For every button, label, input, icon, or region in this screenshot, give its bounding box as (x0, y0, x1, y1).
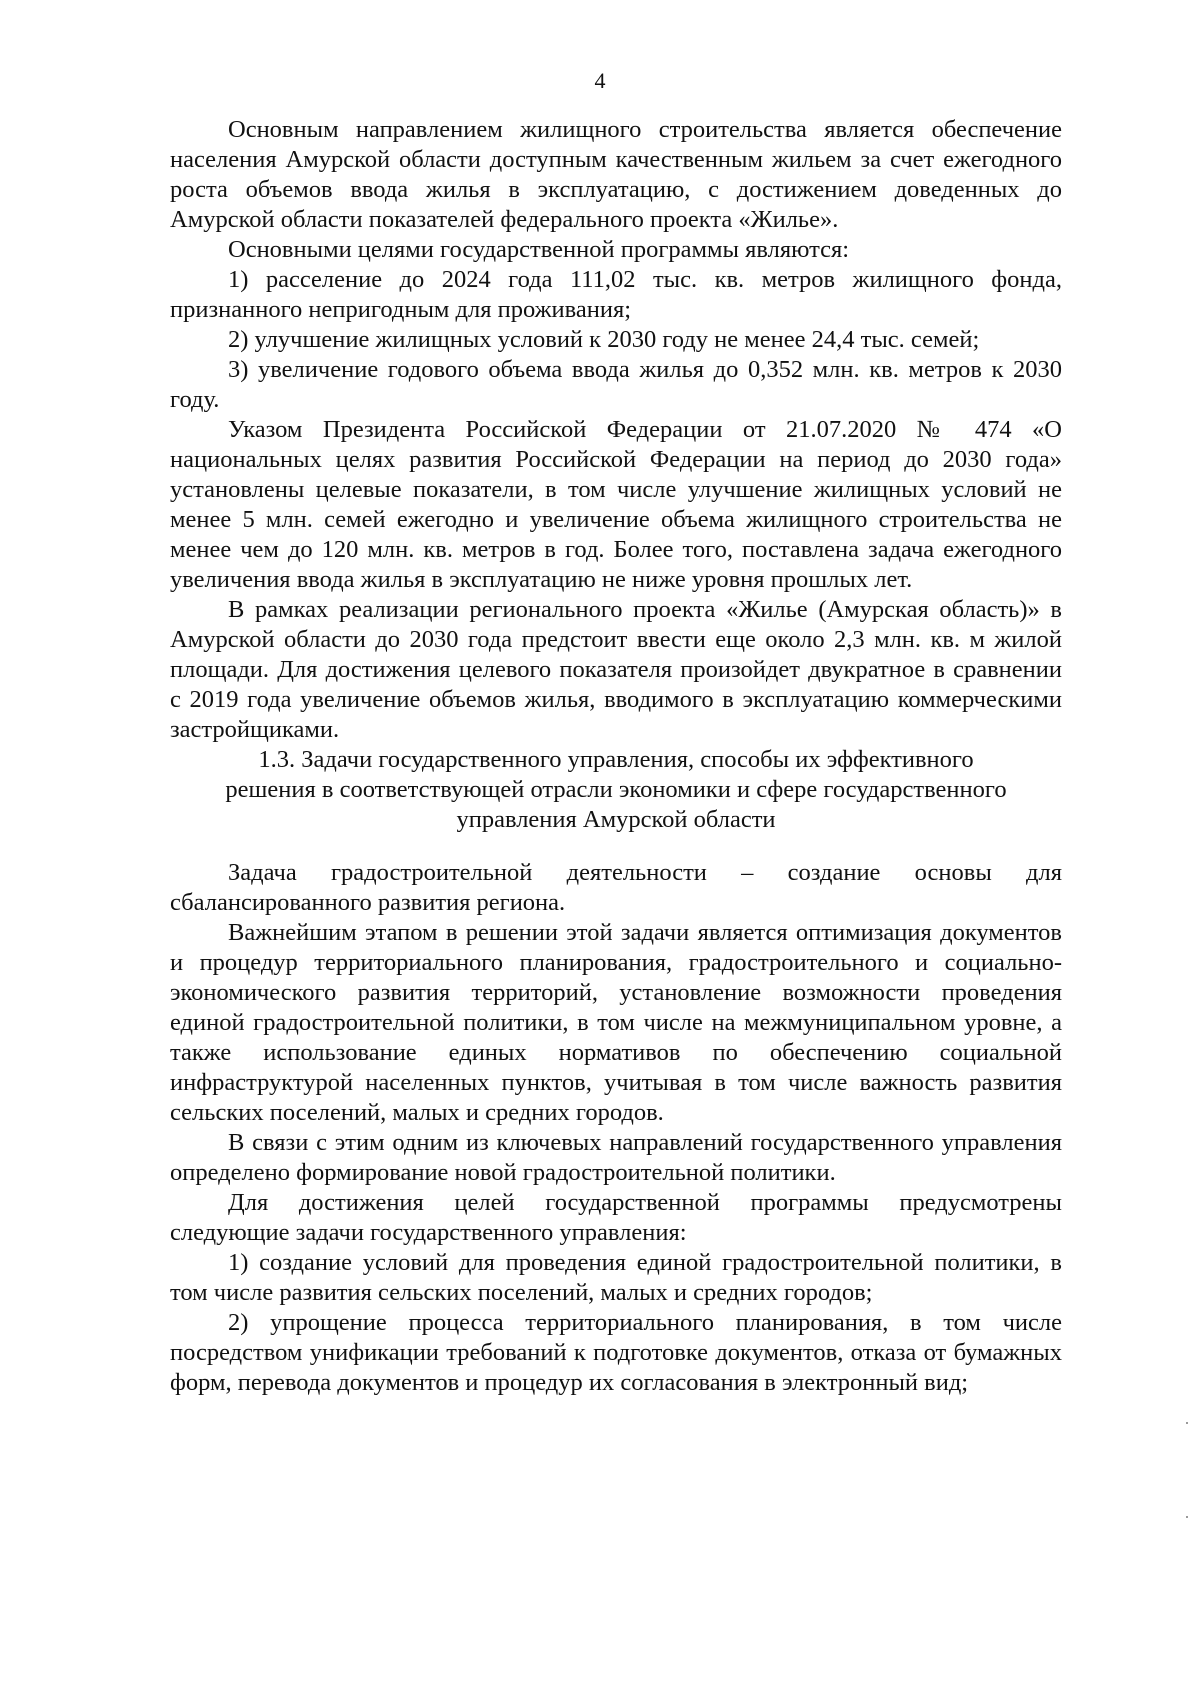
intro-text (170, 115, 1062, 745)
paragraph: Указом Президента Российской Федерации от 21.07.2020 № 474 «О национальных целях развития Российской Федерации на период до 2030 года» установлены целевые показатели, в том числе улучшение жилищных условий не менее 5 млн. семей ежегодно и увеличение объема жилищного строительства не менее чем до 120 млн. кв. метров в год. Более того, поставлена задача ежегодного увеличения ввода жилья в эксплуатацию не ниже уровня прошлых лет. (170, 416, 1062, 593)
list-item: 3) увеличение годового объема ввода жилья до 0,352 млн. кв. метров к 2030 году. (170, 356, 1062, 413)
paragraph: Основным направлением жилищного строительства является обеспечение населения Амурской области доступным качественным жильем за счет ежегодного роста объемов ввода жилья в эксплуатацию, с достижением доведенных до Амурской области показателей федерального проекта «Жилье». (170, 116, 1062, 233)
list-item: 1) создание условий для проведения единой градостроительной политики, в том числе развития сельских поселений, малых и средних городов; (170, 1249, 1062, 1306)
paragraph: В рамках реализации регионального проекта «Жилье (Амурская область)» в Амурской области до 2030 года предстоит ввести еще около 2,3 млн. кв. м жилой площади. Для достижения целевого показателя произойдет двукратное в сравнении с 2019 года увеличение объемов жилья, вводимого в эксплуатацию коммерческими застройщиками. (170, 596, 1062, 743)
scan-speck (1186, 1422, 1188, 1424)
list-item: 1) расселение до 2024 года 111,02 тыс. кв. метров жилищного фонда, признанного непригодным для проживания; (170, 266, 1062, 323)
paragraph: Задача градостроительной деятельности – создание основы для сбалансированного развития региона. (170, 859, 1062, 916)
section-heading-line: 1.3. Задачи государственного управления, способы их эффективного (258, 746, 974, 773)
section-heading-line: решения в соответствующей отрасли экономики и сфере государственного (225, 776, 1007, 803)
paragraph: Основными целями государственной программы являются: (228, 236, 850, 263)
paragraph: Важнейшим этапом в решении этой задачи является оптимизация документов и процедур территориального планирования, градостроительного и социально-экономического развития территорий, установление возможности проведения единой градостроительной политики, в том числе на межмуниципальном уровне, а также использование единых нормативов по обеспечению социальной инфраструктурой населенных пунктов, учитывая в том числе важность развития сельских поселений, малых и средних городов. (170, 919, 1062, 1126)
scan-speck (1186, 1516, 1188, 1518)
paragraph: Для достижения целей государственной программы предусмотрены следующие задачи государственного управления: (170, 1189, 1062, 1246)
section-text (170, 858, 1062, 1398)
list-item: 2) улучшение жилищных условий к 2030 году не менее 24,4 тыс. семей; (228, 326, 980, 353)
list-item: 2) упрощение процесса территориального планирования, в том числе посредством унификации требований к подготовке документов, отказа от бумажных форм, перевода документов и процедур их согласования в электронный вид; (170, 1309, 1062, 1396)
section-heading-line: управления Амурской области (456, 806, 776, 833)
page-number: 4 (594, 68, 606, 93)
paragraph: В связи с этим одним из ключевых направлений государственного управления определено формирование новой градостроительной политики. (170, 1129, 1062, 1186)
section-heading (170, 745, 1062, 835)
